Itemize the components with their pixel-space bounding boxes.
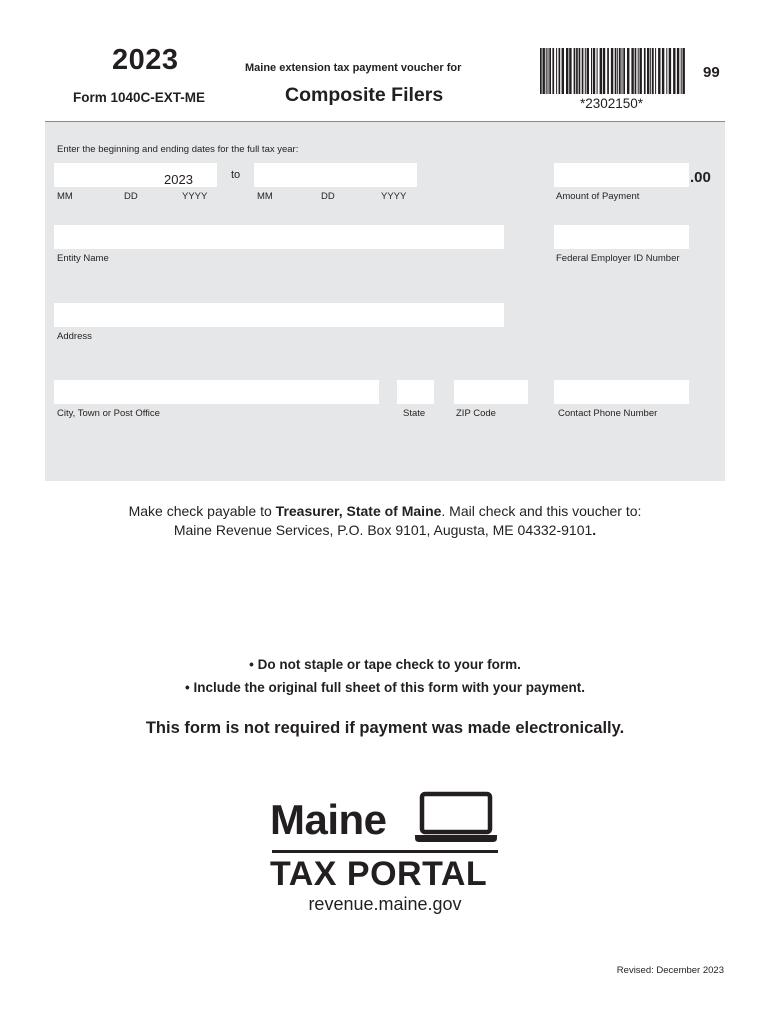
dates-instruction: Enter the beginning and ending dates for the full tax year:	[57, 144, 299, 155]
end-date-field[interactable]	[254, 163, 417, 187]
laptop-icon	[413, 791, 499, 847]
logo-url: revenue.maine.gov	[308, 894, 462, 914]
logo-tax-portal-word: TAX PORTAL	[270, 855, 488, 893]
fein-label: Federal Employer ID Number	[556, 253, 680, 264]
revised-date: Revised: December 2023	[616, 965, 724, 976]
payable-prefix: Make check payable to	[128, 503, 276, 519]
logo-divider	[272, 850, 498, 853]
end-mm-label: MM	[257, 191, 273, 202]
barcode	[540, 48, 687, 94]
amount-cents: .00	[690, 169, 711, 186]
include-sheet-notice: • Include the original full sheet of this form with your payment.	[184, 680, 585, 695]
logo-maine-word: Maine	[270, 796, 387, 843]
voucher-header	[45, 44, 725, 122]
voucher-title: Composite Filers	[285, 84, 444, 106]
state-field[interactable]	[397, 380, 434, 404]
end-yyyy-label: YYYY	[381, 191, 407, 202]
mailing-address-text: Maine Revenue Services, P.O. Box 9101, Augusta, ME 04332-9101	[173, 522, 593, 538]
city-field[interactable]	[54, 380, 379, 404]
payable-instruction	[0, 503, 770, 519]
city-label: City, Town or Post Office	[57, 408, 160, 419]
phone-label: Contact Phone Number	[558, 408, 658, 419]
phone-field[interactable]	[554, 380, 689, 404]
state-label: State	[403, 408, 426, 419]
mailing-address-end: .	[592, 522, 597, 538]
entity-name-field[interactable]	[54, 225, 504, 249]
begin-dd-label: DD	[124, 191, 138, 202]
voucher-subtitle: Maine extension tax payment voucher for	[245, 62, 462, 74]
form-code: 99	[703, 64, 720, 81]
barcode-text: *2302150*	[580, 96, 644, 111]
mailing-address	[0, 522, 770, 538]
begin-year-value: 2023	[164, 172, 193, 187]
to-label: to	[231, 169, 241, 181]
amount-field[interactable]	[554, 163, 689, 187]
mail-text: . Mail check and this voucher to:	[441, 503, 642, 519]
zip-field[interactable]	[454, 380, 528, 404]
entity-name-label: Entity Name	[57, 253, 109, 264]
fein-field[interactable]	[554, 225, 689, 249]
voucher-form	[45, 122, 725, 481]
address-field[interactable]	[54, 303, 504, 327]
end-dd-label: DD	[321, 191, 335, 202]
electronic-payment-notice: This form is not required if payment was made electronically.	[145, 719, 625, 737]
begin-yyyy-label: YYYY	[182, 191, 208, 202]
address-label: Address	[57, 331, 92, 342]
form-number: Form 1040C-EXT-ME	[73, 90, 206, 105]
staple-notice: • Do not staple or tape check to your form.	[249, 657, 521, 672]
amount-label: Amount of Payment	[556, 191, 640, 202]
begin-mm-label: MM	[57, 191, 73, 202]
payable-to: Treasurer, State of Maine	[275, 503, 442, 519]
zip-label: ZIP Code	[456, 408, 496, 419]
tax-year: 2023	[112, 44, 179, 76]
